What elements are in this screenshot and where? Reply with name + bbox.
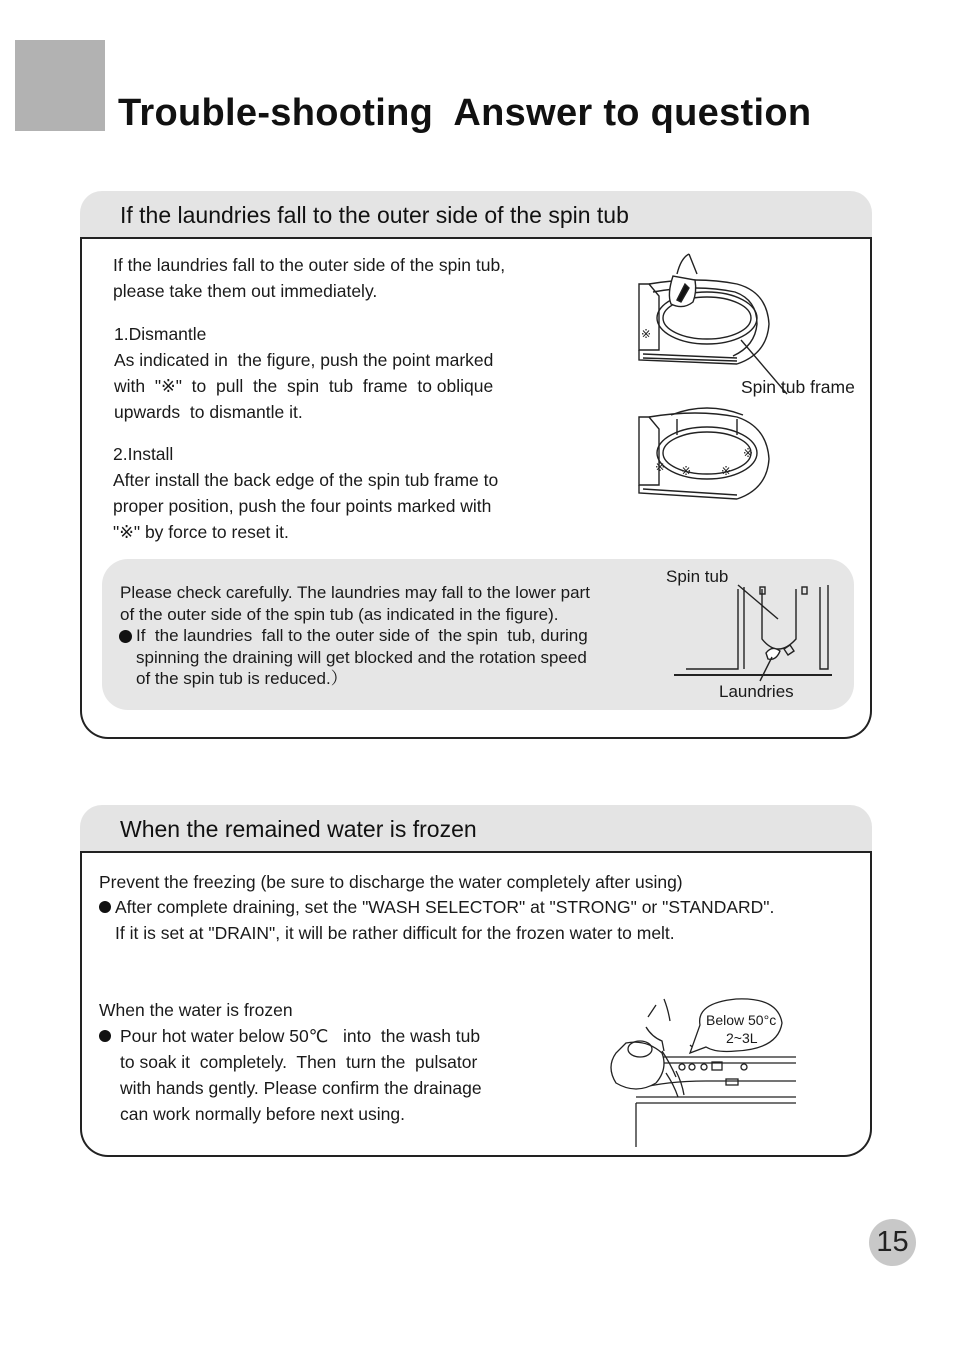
intro-line-2: please take them out immediately. <box>113 281 378 301</box>
spin-tub-panel <box>80 202 872 739</box>
note-bullet-line: If the laundries fall to the outer side of the spin tub, during <box>136 626 588 645</box>
bubble-line-2: 2~3L <box>726 1030 758 1046</box>
dismantle-title: 1.Dismantle <box>114 324 207 344</box>
svg-text:※: ※ <box>641 327 652 341</box>
frozen-water-panel-heading: When the remained water is frozen <box>120 816 477 842</box>
prevent-bullet-line: If it is set at "DRAIN", it will be rather difficult for the frozen water to melt. <box>115 923 675 943</box>
bubble-line-1: Below 50°c <box>706 1012 777 1028</box>
svg-text:※: ※ <box>721 464 732 478</box>
svg-text:※: ※ <box>655 460 666 474</box>
note-bullet-line: of the spin tub is reduced.） <box>136 669 348 688</box>
frozen-water-panel <box>80 816 872 1157</box>
note-bullet-line: spinning the draining will get blocked and the rotation speed <box>136 648 587 667</box>
note-box <box>102 559 854 710</box>
spin-tub-label: Spin tub <box>666 567 729 586</box>
page-title: Trouble-shooting Answer to question <box>118 92 812 134</box>
install-figure <box>637 407 777 502</box>
dismantle-figure <box>637 254 777 364</box>
dismantle-line: upwards to dismantle it. <box>114 402 303 422</box>
frozen-bullet-line: to soak it completely. Then turn the pulsator <box>120 1052 478 1072</box>
install-line: "※" by force to reset it. <box>113 522 289 542</box>
frozen-title: When the water is frozen <box>99 1000 293 1020</box>
spin-tub-frame-label: Spin tub frame <box>741 377 855 397</box>
corner-block <box>15 40 105 131</box>
spin-tub-figure <box>672 579 842 689</box>
frozen-bullet-line: can work normally before next using. <box>120 1104 405 1124</box>
page-number: 15 <box>869 1219 916 1266</box>
prevent-line: Prevent the freezing (be sure to discharge the water completely after using) <box>99 872 683 892</box>
spin-tub-panel-header <box>80 191 872 239</box>
laundries-label: Laundries <box>719 682 794 701</box>
frozen-bullet-line: Pour hot water below 50℃ into the wash tub <box>120 1026 481 1046</box>
svg-text:※: ※ <box>743 446 754 460</box>
frozen-water-panel-header <box>80 805 872 853</box>
bullet-icon <box>99 1030 111 1042</box>
prevent-bullet-line: After complete draining, set the "WASH SELECTOR" at "STRONG" or "STANDARD". <box>115 897 775 917</box>
svg-text:※: ※ <box>681 464 692 478</box>
bullet-icon <box>119 630 132 643</box>
install-line: proper position, push the four points marked with <box>113 496 492 516</box>
note-line: of the outer side of the spin tub (as indicated in the figure). <box>120 605 559 624</box>
intro-line-1: If the laundries fall to the outer side of the spin tub, <box>113 255 506 275</box>
dismantle-line: with "※" to pull the spin tub frame to oblique <box>114 376 494 396</box>
bullet-icon <box>99 901 111 913</box>
spin-tub-panel-heading: If the laundries fall to the outer side of the spin tub <box>120 202 629 228</box>
install-title: 2.Install <box>113 444 174 464</box>
frozen-bullet-line: with hands gently. Please confirm the drainage <box>120 1078 482 1098</box>
note-line: Please check carefully. The laundries may fall to the lower part <box>120 583 590 602</box>
install-line: After install the back edge of the spin tub frame to <box>113 470 499 490</box>
dismantle-line: As indicated in the figure, push the point marked <box>114 350 494 370</box>
